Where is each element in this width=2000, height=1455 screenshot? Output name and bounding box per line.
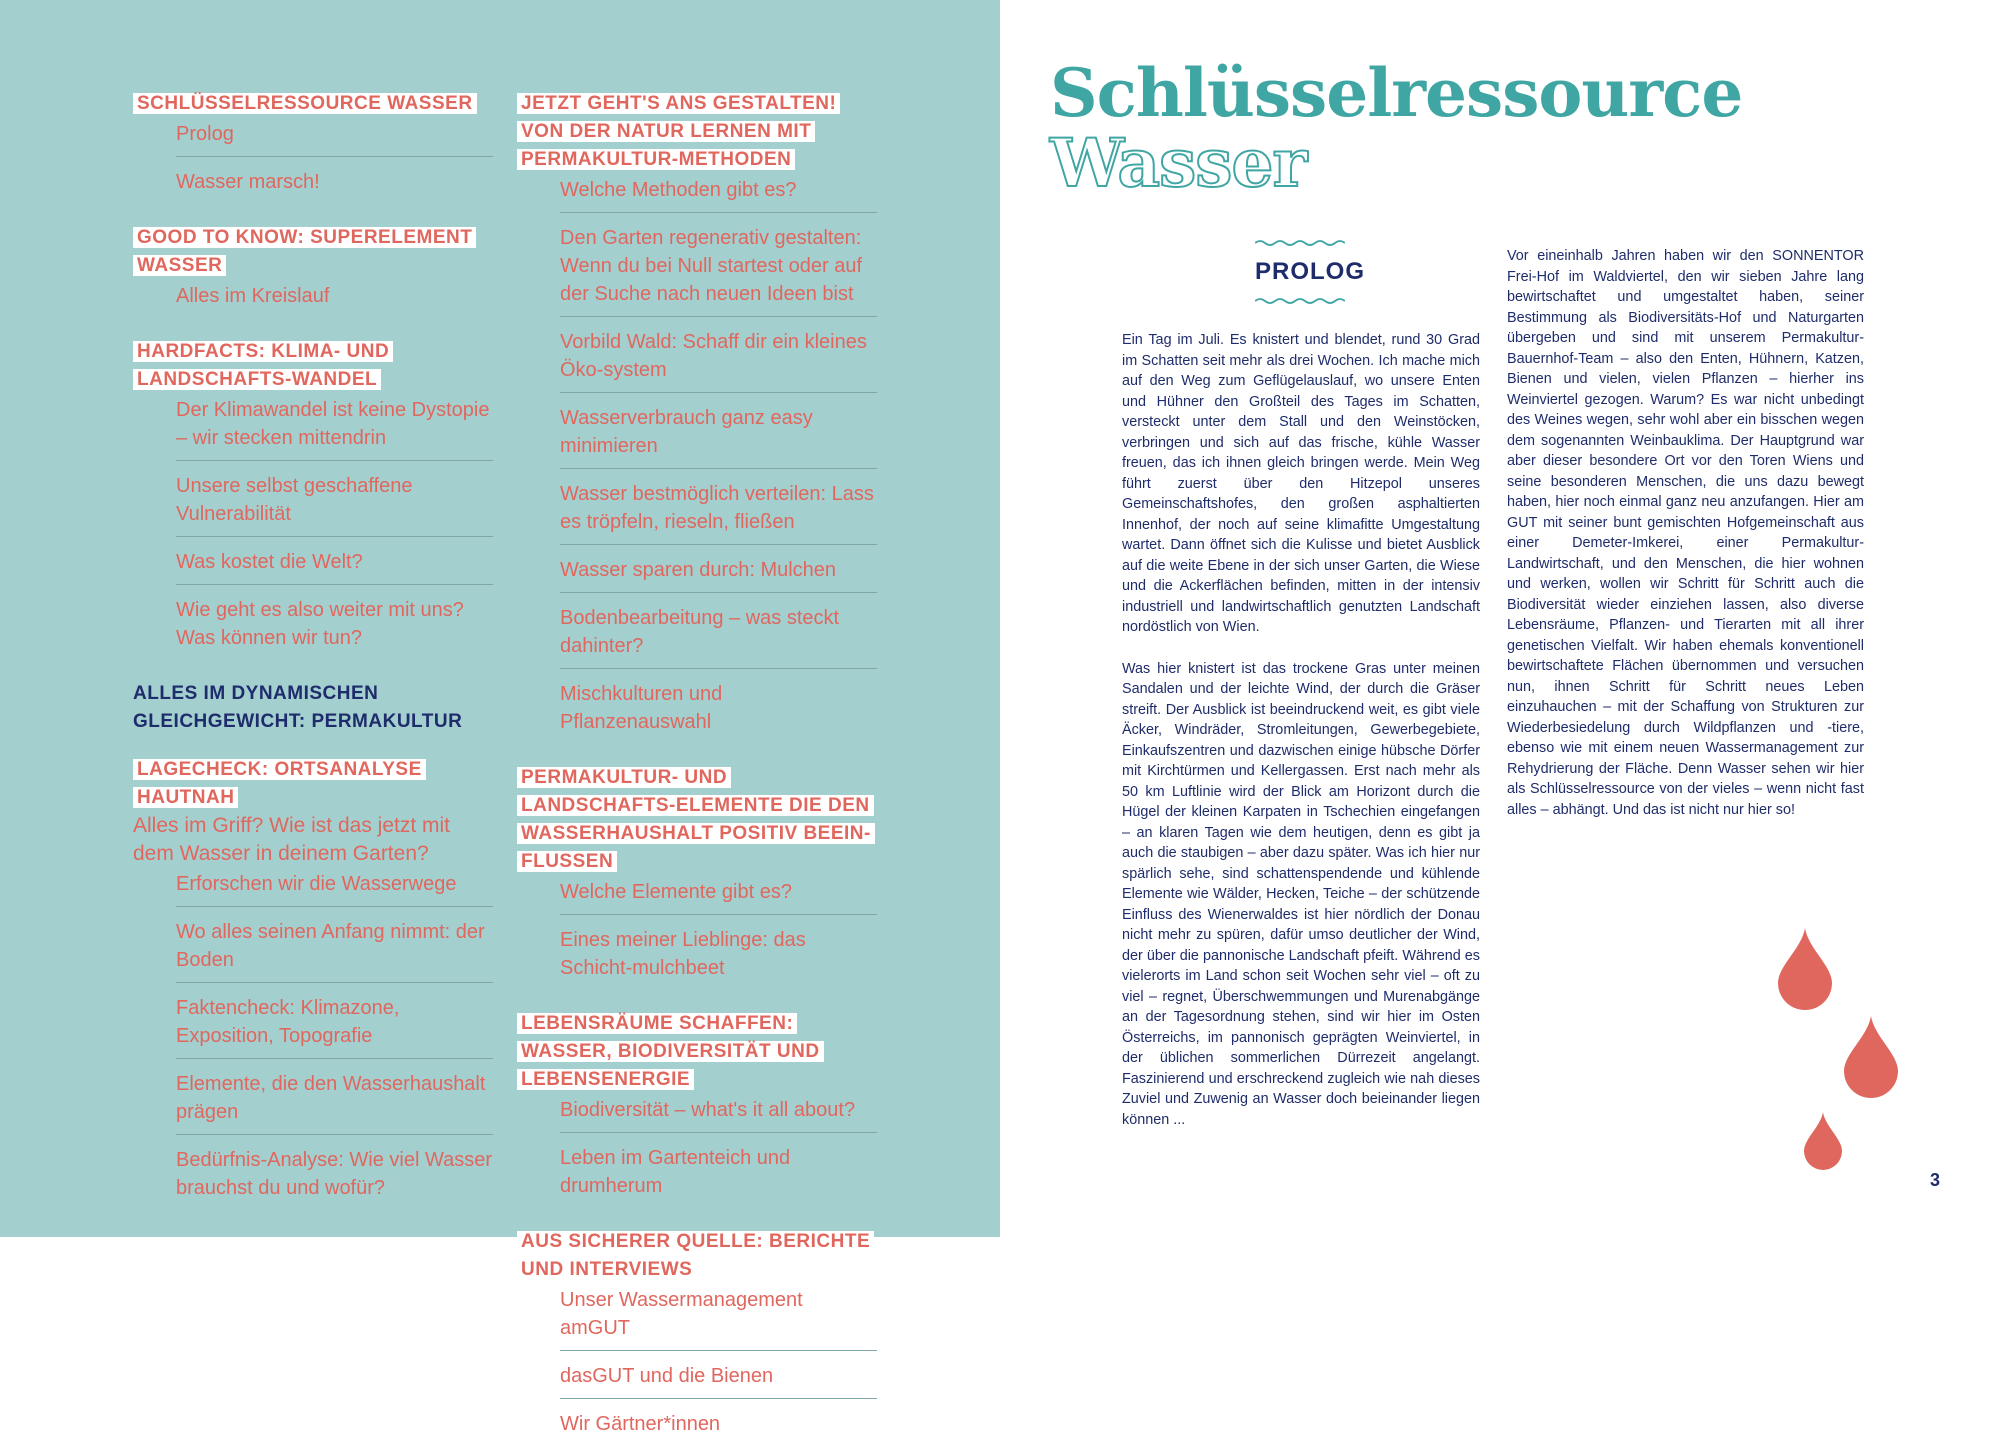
toc-entry[interactable]: Wasser marsch! (176, 171, 320, 193)
chapter-title: Schlüsselressource (1050, 54, 1743, 132)
toc-section (517, 1228, 877, 1446)
toc-entry[interactable]: Bedürfnis-Analyse: Wie viel Wasser brauchst du und wofür? (176, 1149, 493, 1199)
paragraph: Was hier knistert ist das trockene Gras unter meinen Sandalen und der leichte Wind, der durch die Gräser streift. Der Ausblick ist beeindruckend weit, es gibt viele Äcker, Windräder, Stromleitungen, Gewerbegebiete, Einkaufszentren und dazwischen einige hübsche Dörfer mit Kirchtürmen und Kellergassen. Erst nach mehr als 50 km Luftlinie wird der Blick am Horizont durch die Hügel der kleinen Karpaten in Tschechien eingefangen – an klaren Tagen wie dem heutigen, denn es gibt ja auch die staubigen – aber dazu später. Was ich hier nur spärlich sehe, sind schattenspendende und kühlende Elemente wie Wälder, Hecken, Teiche – der schützende Einfluss des Wienerwaldes ist hier nördlich der Donau nicht mehr zu spüren, dafür umso deutlicher der Wind, der über die pannonische Landschaft pfeift. Während es vielerorts im Land schon seit Wochen sehr viel – oft zu viel – regnet, Überschwemmungen und Murenabgänge an der Tagesordnung stehen, sind wir hier im Osten Österreichs, im pannonisch geprägten Weinviertel, in der üblichen sommerlichen Dürrezeit angelangt. Faszinierend und erschreckend zugleich wie nah dieses Zuviel und Zuwenig an Wasser doch beieinander liegen können ... (1122, 660, 1480, 1128)
toc-column-2 (517, 90, 877, 1455)
toc-entry[interactable]: Mischkulturen und Pflanzenauswahl (560, 683, 723, 733)
water-drop-icon (1842, 1016, 1900, 1100)
toc-section (517, 90, 877, 744)
page-number: 3 (1930, 1170, 1941, 1190)
toc-section (133, 224, 493, 318)
prolog-heading-block (1255, 238, 1366, 306)
toc-section-title[interactable]: LEBENSRÄUME SCHAFFEN: WASSER, BIODIVERSITÄT UND LEBENSENERGIE (517, 1010, 877, 1094)
toc-section-title[interactable]: LAGECHECK: ORTSANALYSE HAUTNAH (133, 756, 493, 812)
toc-entry[interactable]: Bodenbearbeitung – was steckt dahinter? (560, 602, 877, 669)
toc-section (133, 338, 493, 660)
toc-section (133, 680, 493, 736)
toc-section-title[interactable]: PERMAKULTUR- UND LANDSCHAFTS-ELEMENTE DIE DEN WASSERHAUSHALT POSITIV BEEIN-FLUSSEN (517, 764, 877, 876)
toc-section (517, 1010, 877, 1208)
toc-entry[interactable]: Elemente, die den Wasserhaushalt prägen (176, 1068, 493, 1135)
prolog-heading: PROLOG (1255, 258, 1366, 285)
toc-entry[interactable]: Welche Elemente gibt es? (560, 876, 877, 915)
body-text-column-1 (1122, 330, 1480, 1151)
toc-entry[interactable]: Wasser bestmöglich verteilen: Lass es tröpfeln, rieseln, fließen (560, 478, 877, 545)
toc-entry[interactable]: Wir Gärtner*innen (560, 1413, 721, 1435)
toc-entry[interactable]: Den Garten regenerativ gestalten: Wenn du bei Null startest oder auf der Suche nach neuen Ideen bist (560, 222, 877, 317)
toc-entry[interactable]: Wasserverbrauch ganz easy minimieren (560, 402, 877, 469)
toc-entry[interactable]: Prolog (176, 118, 493, 157)
toc-entry[interactable]: Erforschen wir die Wasserwege (176, 868, 493, 907)
toc-section-title[interactable]: JETZT GEHT'S ANS GESTALTEN! VON DER NATUR LERNEN MIT PERMAKULTUR-METHODEN (517, 90, 877, 174)
toc-section (133, 756, 493, 1210)
toc-entry[interactable]: Wo alles seinen Anfang nimmt: der Boden (176, 916, 493, 983)
wave-ornament-top (1255, 238, 1345, 248)
toc-column-1 (133, 90, 493, 1219)
toc-section-title[interactable]: GOOD TO KNOW: SUPERELEMENT WASSER (133, 224, 493, 280)
toc-entry[interactable]: Welche Methoden gibt es? (560, 174, 877, 213)
paragraph: Ein Tag im Juli. Es knistert und blendet, rund 30 Grad im Schatten seit mehr als drei Wochen. Ich mache mich auf den Weg zum Geflügelauslauf, wo unsere Enten und Hühner den Großteil des Tages im Schatten, versteckt unter dem Stall und den Weinstöcken, verbringen und sich auf das frische, kühle Wasser freuen, das ich ihnen gleich bringen werde. Mein Weg führt zuerst über den Hitzepol unseres Gemeinschaftshofes, den großen asphaltierten Innenhof, der noch auf seine klimafitte Umgestaltung wartet. Dann öffnet sich die Kulisse und bietet Ausblick auf die weite Ebene in der sich unser Garten, die Wiese und die Ackerflächen befinden, mitten in der intensiv industriell und landwirtschaftlich genutzten Landschaft nordöstlich von Wien. (1122, 332, 1480, 635)
toc-section-title[interactable]: SCHLÜSSELRESSOURCE WASSER (133, 90, 493, 118)
water-drop-icon (1803, 1112, 1843, 1172)
toc-section-subtitle: Alles im Griff? Wie ist das jetzt mit dem Wasser in deinem Garten? (133, 814, 451, 865)
toc-entry[interactable]: Wie geht es also weiter mit uns? Was können wir tun? (176, 599, 464, 649)
toc-entry[interactable]: Vorbild Wald: Schaff dir ein kleines Öko-system (560, 326, 877, 393)
toc-entry[interactable]: Wasser sparen durch: Mulchen (560, 554, 877, 593)
table-of-contents-page (0, 0, 1000, 1435)
wave-ornament-bottom (1255, 296, 1345, 306)
prolog-page (1000, 0, 2000, 1237)
toc-entry[interactable]: Leben im Gartenteich und drumherum (560, 1147, 791, 1197)
toc-entry[interactable]: Alles im Kreislauf (176, 285, 330, 307)
toc-entry[interactable]: Biodiversität – what's it all about? (560, 1094, 877, 1133)
toc-entry[interactable]: dasGUT und die Bienen (560, 1360, 877, 1399)
toc-section-title[interactable]: ALLES IM DYNAMISCHEN GLEICHGEWICHT: PERMAKULTUR (133, 683, 463, 732)
toc-entry[interactable]: Der Klimawandel ist keine Dystopie – wir stecken mittendrin (176, 394, 493, 461)
chapter-title-outline: Wasser (1050, 124, 1307, 202)
toc-entry[interactable]: Eines meiner Lieblinge: das Schicht-mulchbeet (560, 929, 806, 979)
toc-entry[interactable]: Faktencheck: Klimazone, Exposition, Topografie (176, 992, 493, 1059)
toc-section-title[interactable]: HARDFACTS: KLIMA- UND LANDSCHAFTS-WANDEL (133, 338, 493, 394)
body-text-column-2 (1507, 246, 1864, 841)
toc-entry[interactable]: Unser Wassermanagement amGUT (560, 1284, 877, 1351)
toc-section-title[interactable]: AUS SICHERER QUELLE: BERICHTE UND INTERVIEWS (517, 1228, 877, 1284)
toc-entry[interactable]: Was kostet die Welt? (176, 546, 493, 585)
toc-entry[interactable]: Unsere selbst geschaffene Vulnerabilität (176, 470, 493, 537)
toc-section (133, 90, 493, 204)
water-drop-icon (1776, 928, 1834, 1012)
paragraph: Vor eineinhalb Jahren haben wir den SONNENTOR Frei-Hof im Waldviertel, den wir sieben Jahre lang bewirtschaftet und umgestaltet haben, seiner Bestimmung als Biodiversitäts-Hof und Naturgarten übergeben und sind mit unserem Permakultur-Bauernhof-Team – also den Enten, Hühnern, Katzen, Bienen und vielen, vielen Pflanzen – hierher ins Weinviertel gezogen. Warum? Es war nicht unbedingt des Weines wegen, sehr wohl aber ein bisschen wegen dem sogenannten Weinbauklima. Der Hauptgrund war aber dieser besondere Ort vor den Toren Wiens und seine besonderen Menschen, die uns dazu bewegt haben, hier noch einmal ganz neu anzufangen. Hier am GUT mit seiner bunt gemischten Hofgemeinschaft aus einer Demeter-Imkerei, einer Permakultur-Landwirtschaft, und den Menschen, die hier wohnen und werken, wollen wir Schritt für Schritt auch die Biodiversität wieder einziehen lassen, also diverse Lebensräume, Pflanzen- und Tierarten mit all ihrer genetischen Vielfalt. Wir haben ehemals konventionell bewirtschaftete Flächen übernommen und versuchen nun, ihnen Schritt für Schritt neues Leben einzuhauchen – mit der Schaffung von Strukturen zur Wiederbesiedelung durch Wildpflanzen und -tiere, ebenso wie mit einem neuen Wassermanagement zur Rehydrierung der Fläche. Denn Wasser sehen wir hier als Schlüsselressource von der vieles – wenn nicht fast alles – abhängt. Und das ist nicht nur hier so! (1507, 248, 1864, 818)
toc-section (517, 764, 877, 990)
